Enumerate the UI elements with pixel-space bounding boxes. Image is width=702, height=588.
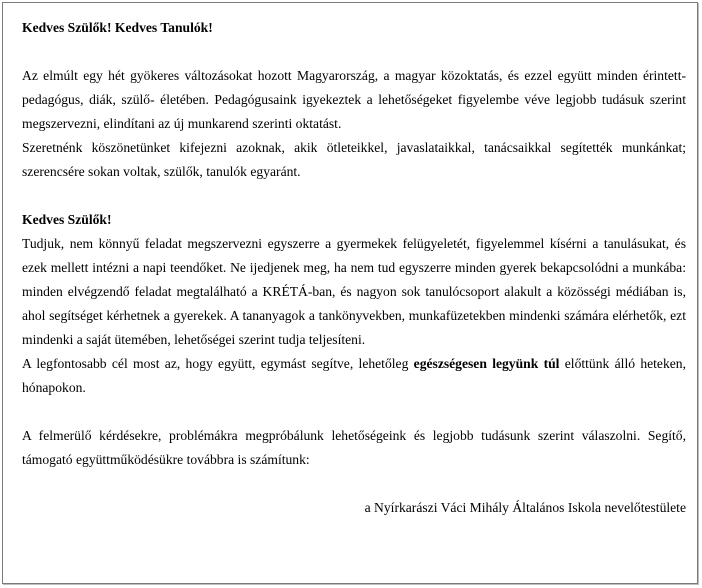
paragraph-parents: Tudjuk, nem könnyű feladat megszervezni egyszerre a gyermekek felügyeletét, figyelemmel kísérni a tanulásukat, és ezek mellett intézni a napi teendőket. Ne ijedjenek meg, ha nem tud egyszerre minden gyerek bekapcsolódni a munkába: minden elvégzendő feladat megtalálható a KRÉTÁ-ban, és nagyon sok tanulócsoport alakult a közösségi médiában is, ahol segítséget kérhetnek a gyerekek. A tananyagok a tankönyvekben, munkafüzetekben mindenki számára elérhetők, ezt mindenki a saját ütemében, lehetőségei szerint tudja teljesíteni. <box>22 236 686 347</box>
letter-body <box>22 16 686 520</box>
paragraph-questions: A felmerülő kérdésekre, problémákra megpróbálunk lehetőségeink és legjobb tudásunk szerint válaszolni. Segítő, támogató együttműködésükre továbbra is számítunk: <box>22 428 686 467</box>
paragraph-intro: Az elmúlt egy hét gyökeres változásokat hozott Magyarország, a magyar közoktatás, és ezzel együtt minden érintett- pedagógus, diák, szülő- életében. Pedagógusaink igyekeztek a lehetőségeket figyelembe véve legjobb tudásuk szerint megszervezni, elindítani az új munkarend szerinti oktatást. <box>22 68 686 131</box>
greeting-heading: Kedves Szülők! Kedves Tanulók! <box>22 20 213 35</box>
spacer <box>22 40 686 64</box>
document-frame <box>2 2 698 584</box>
spacer <box>22 400 686 424</box>
spacer <box>22 472 686 496</box>
paragraph-goal: A legfontosabb cél most az, hogy együtt, egymást segítve, lehetőleg egészségesen legyünk túl előttünk álló heteken, hónapokon. <box>22 356 686 395</box>
parents-heading: Kedves Szülők! <box>22 212 112 227</box>
signature: a Nyírkarászi Váci Mihály Általános Iskola nevelőtestülete <box>364 500 686 515</box>
emphasis-text: egészségesen legyünk túl <box>413 356 560 371</box>
paragraph-thanks: Szeretnénk köszönetünket kifejezni azoknak, akik ötleteikkel, javaslataikkal, tanácsaikkal segítették munkánkat; szerencsére sokan voltak, szülők, tanulók egyaránt. <box>22 140 686 179</box>
spacer <box>22 184 686 208</box>
